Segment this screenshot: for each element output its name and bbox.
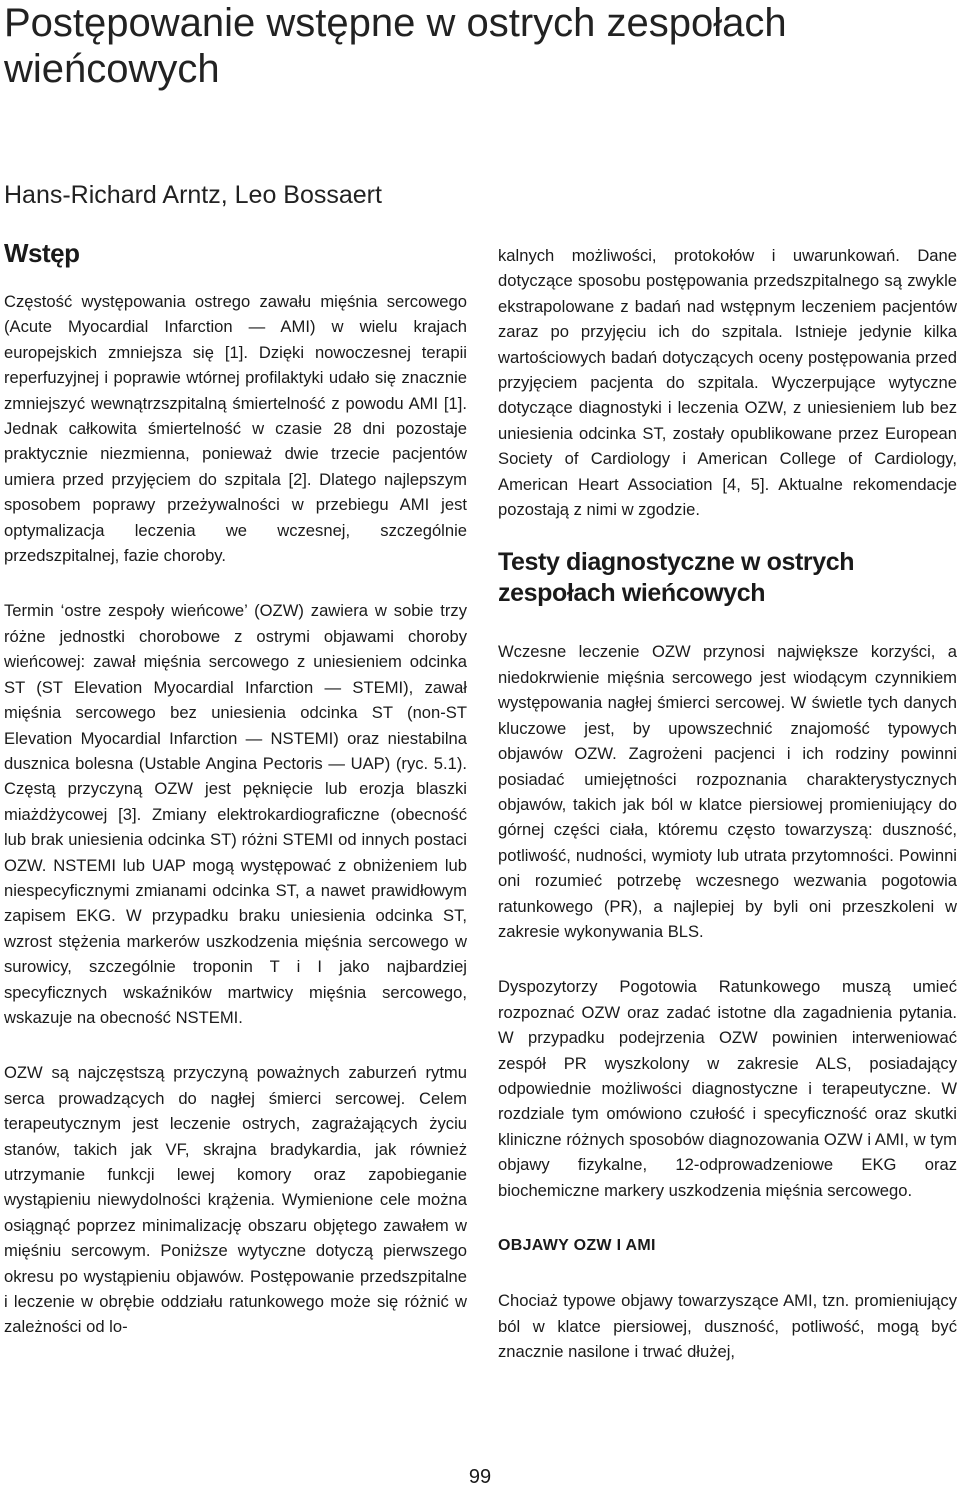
section-heading-intro: Wstęp <box>4 238 80 268</box>
left-column <box>4 289 467 1340</box>
right-column <box>498 243 957 1365</box>
paragraph-continued: kalnych możliwości, protokołów i uwarunkowań. Dane dotyczące sposobu postępowania przedszpitalnego są zwykle ekstrapolowane z badań nad wstępnym leczeniem pacjentów zaraz po przyjęciu ich do szpitala. Istnieje jedynie kilka wartościowych badań dotyczących oceny postępowania przed przyjęciem pacjenta do szpitala. Wyczerpujące wytyczne dotyczące diagnostyki i leczenia OZW, z uniesieniem lub bez uniesienia odcinka ST, zostały opublikowane przez European Society of Cardiology i American College of Cardiology, American Heart Association [4, 5]. Aktualne rekomendacje pozostają z nimi w zgodzie. <box>498 246 957 520</box>
paragraph-intro-3: OZW są najczęstszą przyczyną poważnych zaburzeń rytmu serca prowadzących do nagłej śmierci sercowej. Celem terapeutycznym jest leczenie ostrych, zagrażających życiu stanów, takich jak VF, skrajna bradykardia, jak również utrzymanie funkcji lewej komory oraz zapobieganie wystąpieniu niewydolności krążenia. Wymienione cele można osiągnąć poprzez minimalizację obszaru objętego zawałem w mięśniu sercowym. Poniższe wytyczne dotyczą pierwszego okresu po wystąpieniu objawów. Postępowanie przedszpitalne i leczenie w obrębie oddziału ratunkowego może się różnić w zależności od lo- <box>4 1063 467 1337</box>
paragraph-intro-1: Częstość występowania ostrego zawału mięśnia sercowego (Acute Myocardial Infarction — AMI) w wielu krajach europejskich zmniejsza się [1]. Dzięki nowoczesnej terapii reperfuzyjnej i poprawie wtórnej profilaktyki udało się znacznie zmniejszyć wewnątrzszpitalną śmiertelność z powodu AMI [1]. Jednak całkowita śmiertelność w czasie 28 dni pozostaje praktycznie niezmienna, ponieważ dwie trzecie pacjentów umiera przed przyjęciem do szpitala [2]. Dlatego najlepszym sposobem poprawy przeżywalności w przebiegu AMI jest optymalizacja leczenia we wczesnej, szczególnie przedszpitalnej, fazie choroby. <box>4 292 467 566</box>
paragraph-tests-1: Wczesne leczenie OZW przynosi największe korzyści, a niedokrwienie mięśnia sercowego jest wiodącym czynnikiem występowania nagłej śmierci sercowej. W świetle tych danych kluczowe jest, by upowszechnić znajomość typowych objawów OZW. Zagrożeni pacjenci i ich rodziny powinni posiadać umiejętności rozpoznania charakterystycznych objawów, takich jak ból w klatce piersiowej promieniujący do górnej części ciała, któremu często towarzyszą: duszność, potliwość, nudności, wymioty lub utrata przytomności. Powinni oni rozumieć potrzebę wczesnego wezwania pogotowia ratunkowego (PR), a najlepiej by byli oni przeszkoleni w zakresie wykonywania BLS. <box>498 642 957 941</box>
section-heading-tests: Testy diagnostyczne w ostrych zespołach wieńcowych <box>498 548 855 608</box>
paragraph-tests-2: Dyspozytorzy Pogotowia Ratunkowego muszą umieć rozpoznać OZW oraz zadać istotne dla zagadnienia pytania. W przypadku podejrzenia OZW powinien interweniować zespół PR wyszkolony w zakresie ALS, posiadający odpowiednie możliwości diagnostyczne i terapeutyczne. W rozdziale tym omówiono czułość i specyficzność oraz skutki kliniczne różnych sposobów diagnozowania OZW i AMI, w tym objawy fizykalne, 12-odprowadzeniowe EKG oraz biochemiczne markery uszkodzenia mięśnia sercowego. <box>498 977 957 1200</box>
authors: Hans-Richard Arntz, Leo Bossaert <box>4 181 382 209</box>
paragraph-symptoms: Chociaż typowe objawy towarzyszące AMI, tzn. promieniujący ból w klatce piersiowej, duszność, potliwość, mogą być znacznie nasilone i trwać dłużej, <box>498 1291 957 1362</box>
page-number: 99 <box>468 1466 492 1488</box>
paragraph-intro-2: Termin ‘ostre zespoły wieńcowe’ (OZW) zawiera w sobie trzy różne jednostki chorobowe z ostrymi objawami choroby wieńcowej: zawał mięśnia sercowego z uniesieniem odcinka ST (ST Elevation Myocardial Infarction — STEMI), zawał mięśnia sercowego bez uniesienia odcinka ST (non-ST Elevation Myocardial Infarction — NSTEMI) oraz niestabilna dusznica bolesna (Ustable Angina Pectoris — UAP) (ryc. 5.1). Częstą przyczyną OZW jest pęknięcie lub erozja blaszki miażdżycowej [3]. Zmiany elektrokardiograficzne (obecność lub brak uniesienia odcinka ST) różni STEMI od innych postaci OZW. NSTEMI lub UAP mogą występować z obniżeniem lub niespecyficznymi zmianami odcinka ST, a nawet prawidłowym zapisem EKG. W przypadku braku uniesienia odcinka ST, wzrost stężenia markerów uszkodzenia mięśnia sercowego w surowicy, szczególnie troponin T i I jako najbardziej specyficznych wskaźników martwicy mięśnia sercowego, wskazuje na obecność NSTEMI. <box>4 601 467 1027</box>
subsection-heading-symptoms: OBJAWY OZW I AMI <box>498 1237 656 1254</box>
page-title: Postępowanie wstępne w ostrych zespołach wieńcowych <box>4 1 787 91</box>
